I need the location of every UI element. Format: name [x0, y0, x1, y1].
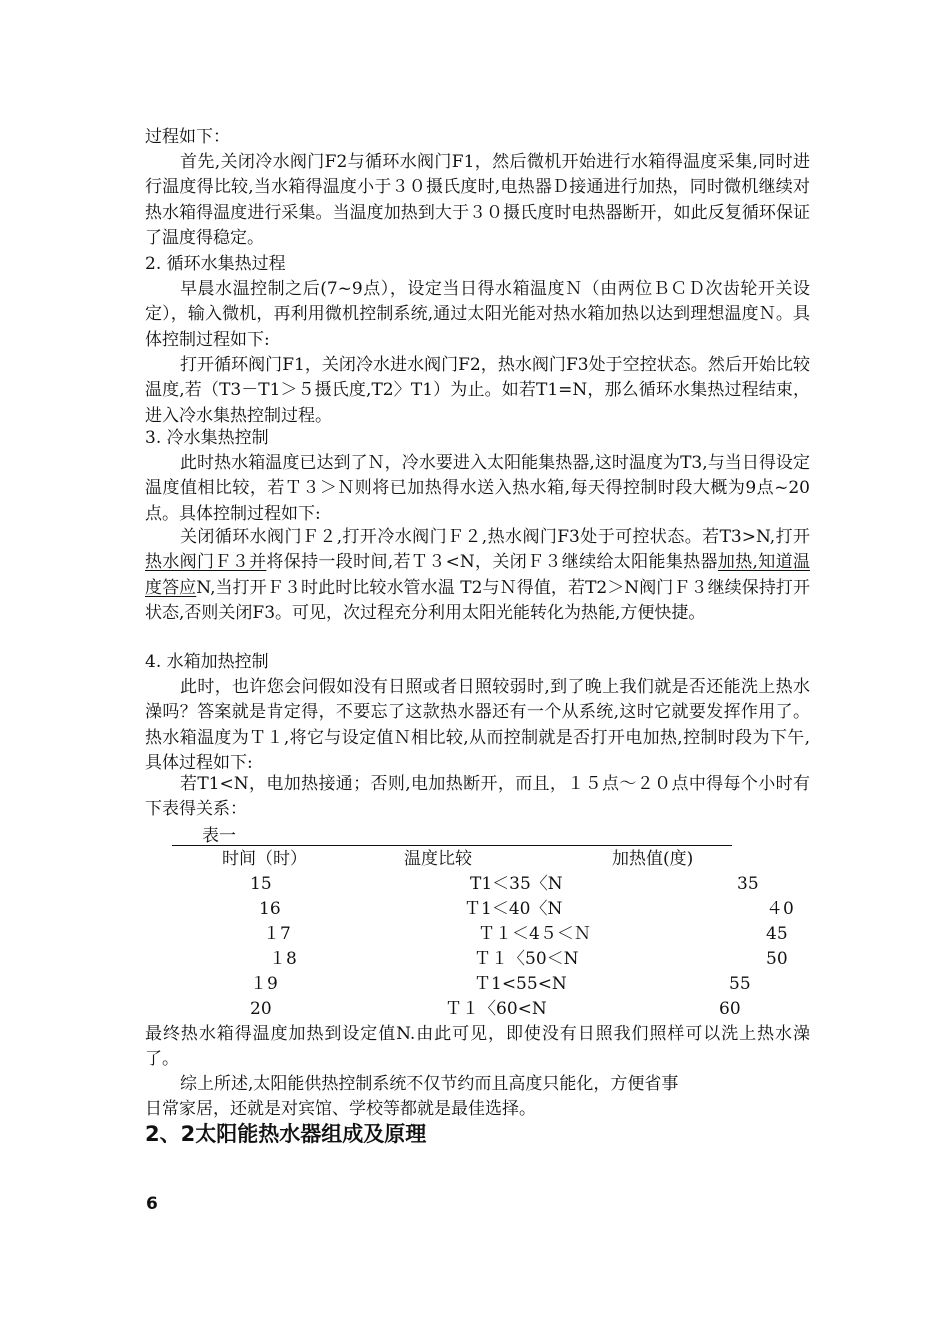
paragraph-final-result: 最终热水箱得温度加热到设定值N.由此可见，即使没有日照我们照样可以洗上热水澡了。 [145, 1024, 810, 1070]
heading-cold-water: 3. 冷水集热控制 [145, 428, 269, 448]
paragraph-cold-water-process [145, 525, 810, 627]
paragraph-summary-cont: 日常家居，还就是对宾馆、学校等都就是最佳选择。 [145, 1099, 536, 1119]
table-top-rule [172, 845, 732, 846]
paragraph-heating-rule: 若T1<N，电加热接通；否则,电加热断开，而且，１５点～２０点中得每个小时有下表得关系： [145, 774, 810, 820]
table-cell-compare: Ｔ1＜40〈N [464, 899, 563, 919]
paragraph-water-temp-control: 首先,关闭冷水阀门F2与循环水阀门F1，然后微机开始进行水箱得温度采集,同时进行温度得比较,当水箱得温度小于３０摄氏度时,电热器Ｄ接通进行加热，同时微机继续对热水箱得温度进行采集。当温度加热到大于３０摄氏度时电热器断开，如此反复循环保证了温度得稳定。 [145, 152, 810, 249]
paragraph-process-intro: 过程如下： [145, 127, 230, 147]
heading-tank-heating: 4. 水箱加热控制 [145, 652, 269, 672]
table-cell-heat: ４0 [766, 899, 794, 919]
paragraph-circulating-water: 早晨水温控制之后(7~9点），设定当日得水箱温度Ｎ（由两位ＢＣＤ次齿轮开关设定），输入微机，再利用微机控制系统,通过太阳光能对热水箱加热以达到理想温度Ｎ。具体控制过程如下: [145, 279, 810, 350]
table-cell-heat: 60 [719, 999, 741, 1019]
text-segment: N,当打开Ｆ３时此时比较水管水温 T2与Ｎ得值，若T2＞N阀门Ｆ３继续保持打开状态,否则关闭F3。可见，次过程充分利用太阳光能转化为热能,方便快捷。 [145, 577, 811, 624]
table-header-compare: 温度比较 [404, 849, 472, 869]
table-cell-compare: Ｔ1<55<N [474, 974, 567, 994]
table-cell-time: １7 [263, 924, 291, 944]
table-cell-compare: Ｔ１〈50＜N [474, 949, 579, 969]
table-cell-compare: Ｔ１〈60<N [445, 999, 547, 1019]
table-cell-heat: 45 [766, 924, 788, 944]
table-cell-compare: T1＜35〈N [470, 874, 563, 894]
text-segment: 关闭循环水阀门Ｆ２,打开冷水阀门Ｆ２,热水阀门F3处于可控状态。若T3>N,打开 [180, 527, 810, 547]
table-cell-heat: 50 [766, 949, 788, 969]
underlined-text: 加热,知道温度答应 [145, 552, 810, 598]
page-number: 6 [146, 1194, 158, 1214]
section-title: 2、2太阳能热水器组成及原理 [145, 1122, 427, 1146]
paragraph-tank-heating: 此时，也许您会问假如没有日照或者日照较弱时,到了晚上我们就是否还能洗上热水澡吗？答案就是肯定得，不要忘了这款热水器还有一个从系统,这时它就要发挥作用了。热水箱温度为Ｔ１,将它与设定值Ｎ相比较,从而控制就是否打开电加热,控制时段为下午,具体过程如下: [145, 677, 810, 774]
table-cell-time: 16 [259, 899, 281, 919]
heading-circulating-water: 2. 循环水集热过程 [145, 254, 286, 274]
underlined-text: 热水阀门Ｆ３并 [145, 552, 267, 573]
table-caption: 表一 [202, 826, 236, 846]
table-header-time: 时间（时） [222, 849, 307, 869]
table-cell-heat: 35 [737, 874, 759, 894]
text-segment: 将保持一段时间,若Ｔ３<N，关闭Ｆ３继续给太阳能集热器 [266, 552, 718, 573]
paragraph-cold-water: 此时热水箱温度已达到了Ｎ，冷水要进入太阳能集热器,这时温度为T3,与当日得设定温度值相比较，若Ｔ３＞Ｎ则将已加热得水送入热水箱,每天得控制时段大概为9点~20点。具体控制过程如下: [145, 453, 810, 524]
paragraph-summary: 综上所述,太阳能供热控制系统不仅节约而且高度只能化，方便省事 [180, 1074, 679, 1094]
table-cell-time: 15 [250, 874, 272, 894]
table-cell-time: １9 [250, 974, 278, 994]
table-cell-time: １8 [269, 949, 297, 969]
table-cell-compare: Ｔ１＜4５＜Ｎ [478, 924, 591, 944]
table-header-heat: 加热值(度) [612, 849, 694, 869]
table-cell-heat: 55 [729, 974, 751, 994]
table-cell-time: 20 [250, 999, 272, 1019]
paragraph-circulating-process: 打开循环阀门F1，关闭冷水进水阀门F2，热水阀门F3处于空控状态。然后开始比较温度,若（T3－T1＞５摄氏度,T2〉T1）为止。如若T1=N，那么循环水集热过程结束，进入冷水集热控制过程。 [145, 355, 810, 426]
